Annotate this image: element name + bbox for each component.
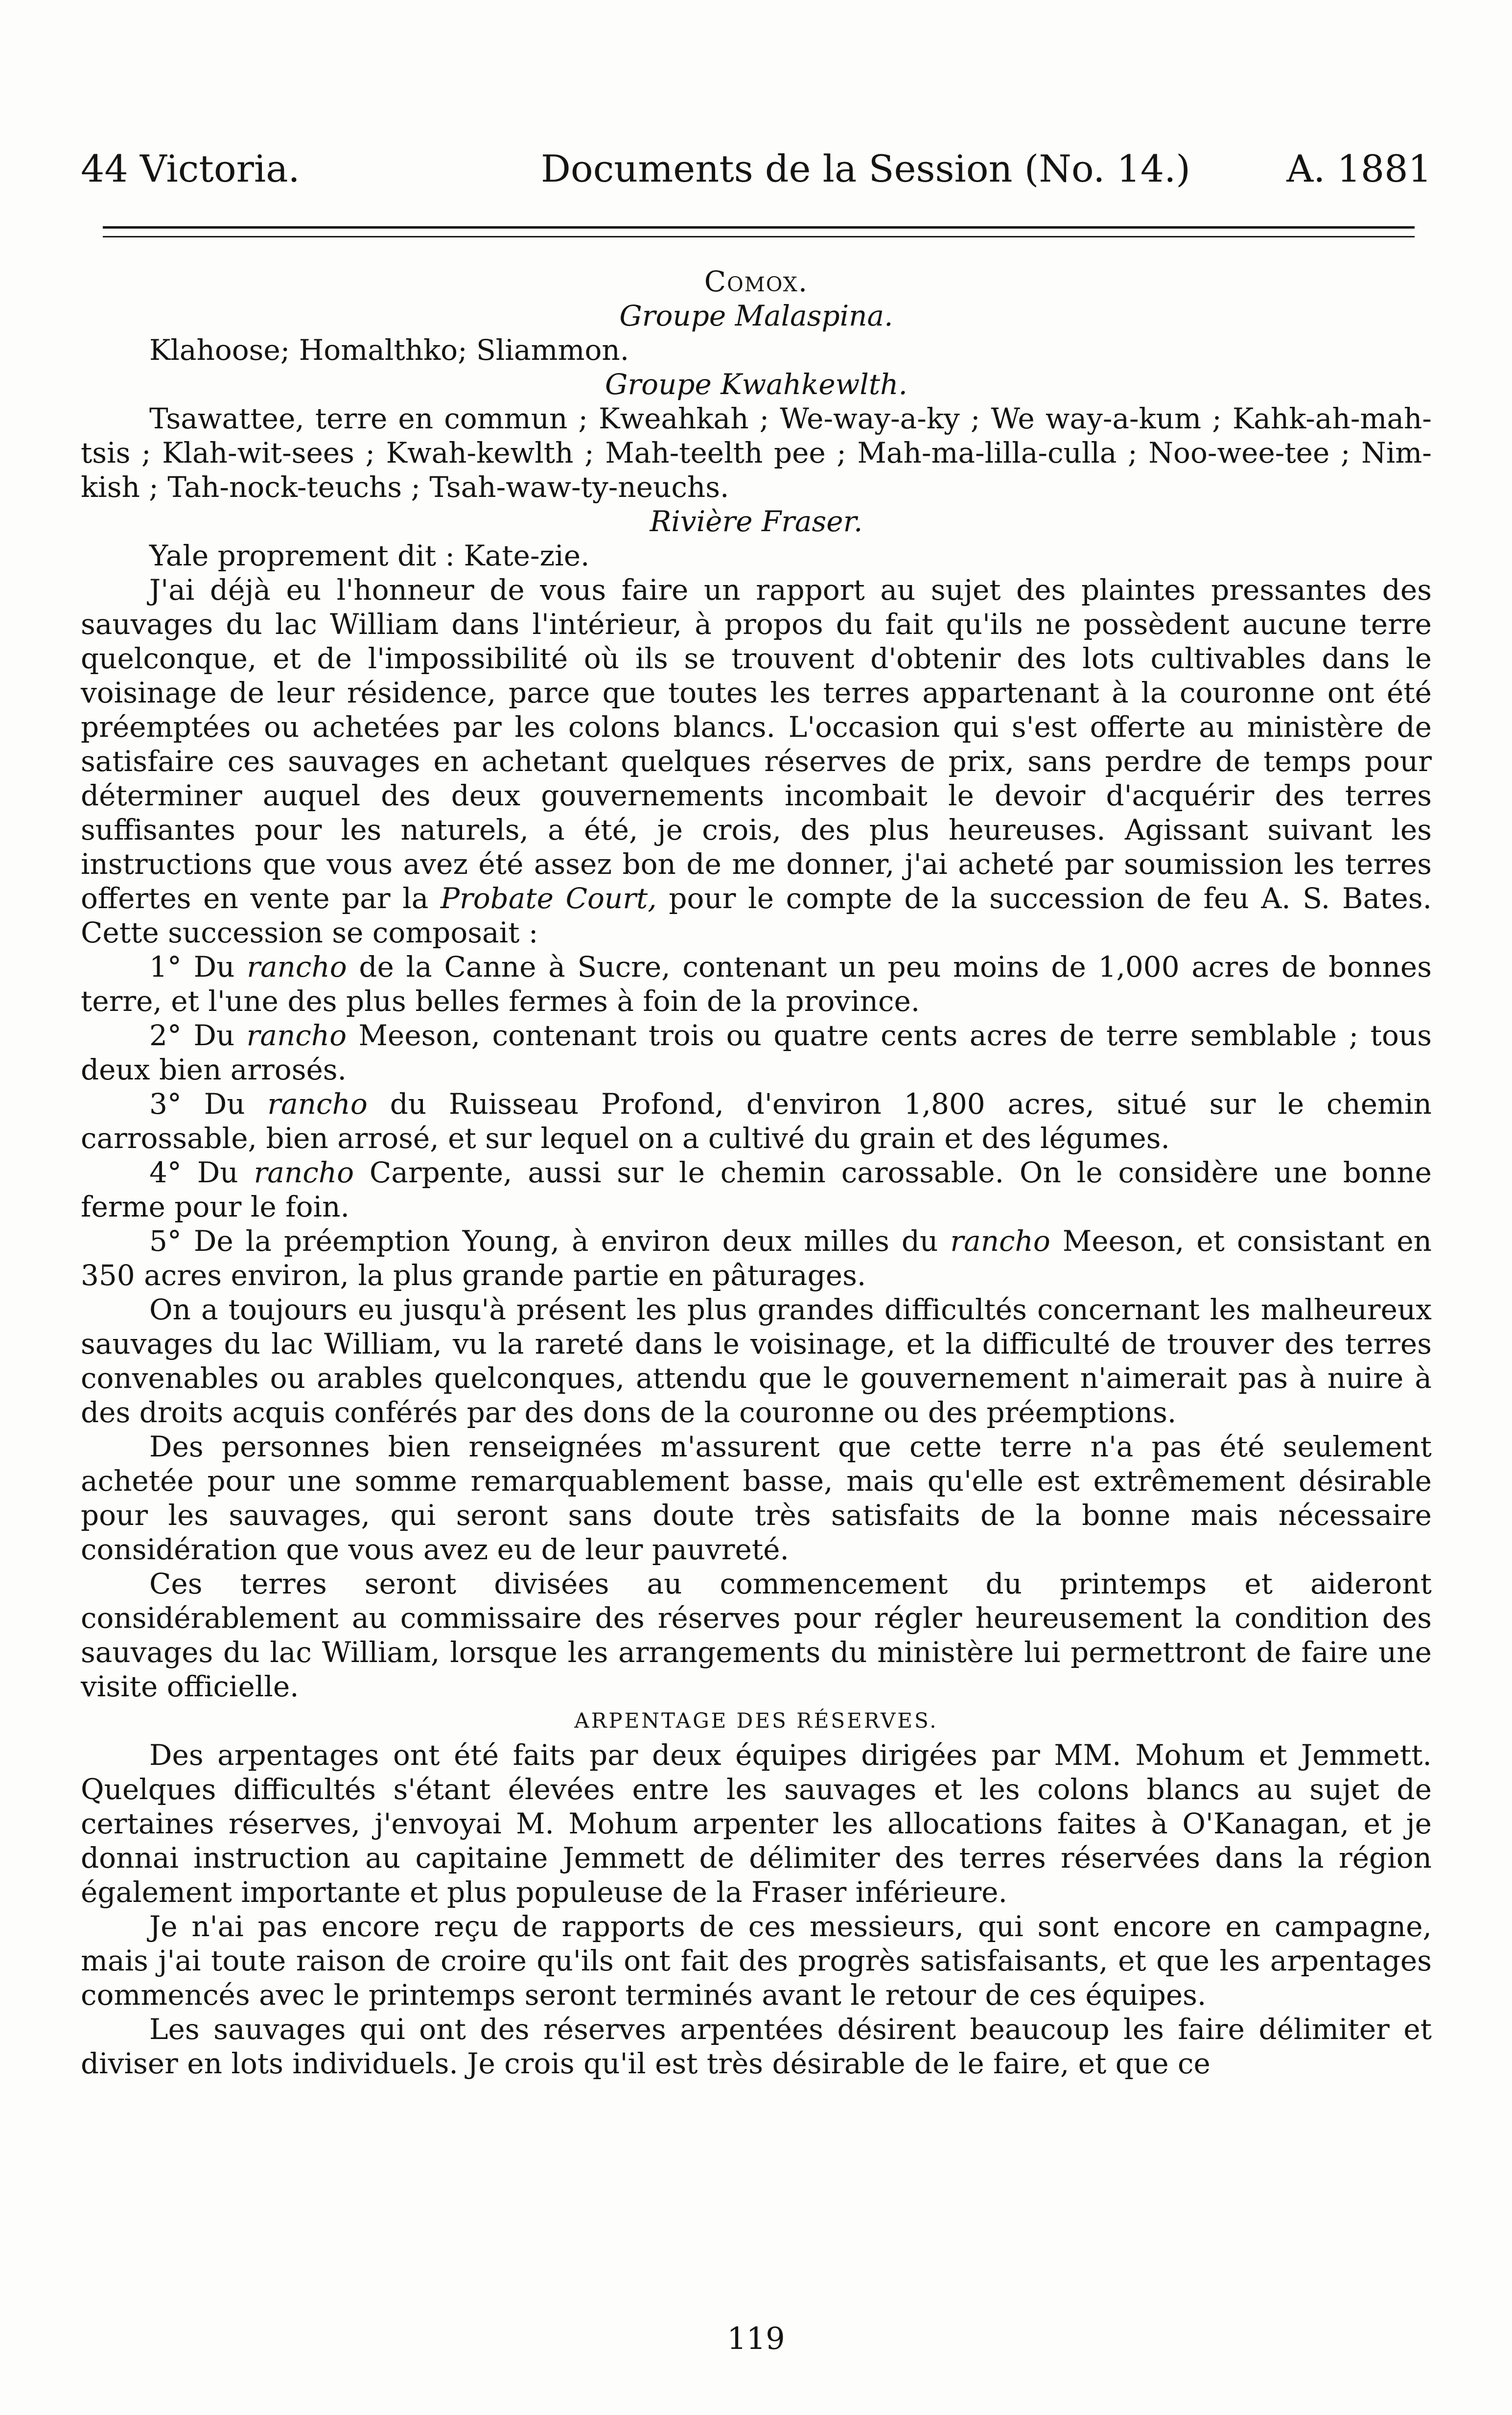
item-number: 1° Du <box>149 950 235 984</box>
list-item-4 <box>81 1155 1432 1224</box>
rancho-term: rancho <box>267 1087 368 1121</box>
rancho-term: rancho <box>247 950 347 984</box>
item-text: Meeson, contenant trois ou quatre cents acres de terre semblable ; tous deux bien arrosés. <box>81 1019 1432 1086</box>
paragraph-personnes: Des personnes bien renseignées m'assurent que cette terre n'a pas été seulement achetée pour une somme remarquablement basse, mais qu'elle est extrêmement désirable pour les sauvages, qui seront sans doute très satisfaits de la bonne mais nécessaire considération que vous avez eu de leur pauvreté. <box>81 1430 1432 1566</box>
item-number: 5° De la préemption Young, à environ deux milles du <box>149 1224 938 1258</box>
paragraph-text: pour le compte de la succession de feu A. S. Bates. Cette succession se composait : <box>81 882 1432 949</box>
item-text: de la Canne à Sucre, contenant un peu moins de 1,000 acres de bonnes terre, et l'une des plus belles fermes à foin de la province. <box>81 950 1432 1018</box>
group-kwahkewlth-tribes: Tsawattee, terre en commun ; Kweahkah ; We-way-a-ky ; We way-a-kum ; Kahk-ah-mah-tsis ; Klah-wit-sees ; Kwah-kewlth ; Mah-teelth pee ; Mah-ma-lilla-culla ; Noo-wee-tee ; Nim-kish ; Tah-nock-teuchs ; Tsah-waw-ty-neuchs. <box>81 402 1432 504</box>
list-item-3 <box>81 1087 1432 1155</box>
rancho-term: rancho <box>246 1019 347 1052</box>
list-item-2 <box>81 1018 1432 1087</box>
page-body <box>81 264 1432 2081</box>
header-right: A. 1881 <box>1286 147 1432 190</box>
list-item-1 <box>81 950 1432 1018</box>
comox-title: Comox. <box>704 265 809 298</box>
header-center: Documents de la Session (No. 14.) <box>541 147 1191 190</box>
paragraph-rapports: Je n'ai pas encore reçu de rapports de ces messieurs, qui sont encore en campagne, mais j'ai toute raison de croire qu'ils ont fait des progrès satisfaisants, et que les arpentages commencés avec le printemps seront terminés avant le retour de ces équipes. <box>81 1910 1432 2012</box>
paragraph-text: J'ai déjà eu l'honneur de vous faire un rapport au sujet des plaintes pressantes des sauvages du lac William dans l'intérieur, à propos du fait qu'ils ne possèdent aucune terre quelconque, et de l'impossibilité où ils se trouvent d'obtenir des lots cultivables dans le voisinage de leur résidence, parce que toutes les terres appartenant à la couronne ont été préemptées ou achetées par les colons blancs. L'occasion qui s'est offerte au ministère de satisfaire ces sauvages en achetant quelques réserves de prix, sans perdre de temps pour déterminer auquel des deux gouvernements incombait le devoir d'acquérir des terres suffisantes pour les naturels, a été, je crois, des plus heureuses. Agissant suivant les instructions que vous avez été assez bon de me donner, j'ai acheté par soumission les terres offertes en vente par la <box>81 573 1432 915</box>
item-text: du Ruisseau Profond, d'environ 1,800 acres, situé sur le chemin carrossable, bien arrosé, et sur lequel on a cultivé du grain et des légumes. <box>81 1087 1432 1155</box>
paragraph-terres-divisees: Ces terres seront divisées au commencement du printemps et aideront considérablement au commissaire des réserves pour régler heureusement la condition des sauvages du lac William, lorsque les arrangements du ministère lui permettront de faire une visite officielle. <box>81 1567 1432 1703</box>
probate-court-text: Probate Court, <box>440 882 657 915</box>
rancho-term: rancho <box>254 1156 354 1189</box>
list-item-5 <box>81 1224 1432 1292</box>
item-text: Carpente, aussi sur le chemin carossable. On le considère une bonne ferme pour le foin. <box>81 1156 1432 1223</box>
paragraph-sauvages-reserves: Les sauvages qui ont des réserves arpentées désirent beaucoup les faire délimiter et diviser en lots individuels. Je crois qu'il est très désirable de le faire, et que ce <box>81 2013 1432 2080</box>
item-number: 3° Du <box>149 1087 245 1121</box>
item-number: 4° Du <box>149 1156 238 1189</box>
group-malaspina-heading: Groupe Malaspina. <box>619 299 893 332</box>
paragraph-arpentages: Des arpentages ont été faits par deux équipes dirigées par MM. Mohum et Jemmett. Quelques difficultés s'étant élevées entre les sauvages et les colons blancs au sujet de certaines réserves, j'envoyai M. Mohum arpenter les allocations faites à O'Kanagan, et je donnai instruction au capitaine Jemmett de délimiter des terres réservées dans la région également importante et plus populeuse de la Fraser inférieure. <box>81 1738 1432 1909</box>
paragraph-lac-william <box>81 573 1432 950</box>
rancho-term: rancho <box>950 1224 1050 1258</box>
header-left: 44 Victoria. <box>81 147 300 190</box>
item-number: 2° Du <box>149 1019 235 1052</box>
fraser-heading: Rivière Fraser. <box>650 505 863 538</box>
header-rule-thin <box>103 236 1415 237</box>
header-rule-thick <box>103 226 1415 229</box>
running-header <box>81 147 1432 201</box>
paragraph-difficultes: On a toujours eu jusqu'à présent les plus grandes difficultés concernant les malheureux sauvages du lac William, vu la rareté dans le voisinage, et la difficulté de trouver des terres convenables ou arables quelconques, attendu que le gouvernement n'aimerait pas à nuire à des droits acquis conférés par des dons de la couronne ou des préemptions. <box>81 1293 1432 1429</box>
item-text: Meeson, et consistant en 350 acres environ, la plus grande partie en pâturages. <box>81 1224 1432 1292</box>
yale-line: Yale proprement dit : Kate-zie. <box>149 539 590 572</box>
group-kwahkewlth-heading: Groupe Kwahkewlth. <box>605 368 907 401</box>
section-heading-arpentage: ARPENTAGE DES RÉSERVES. <box>574 1709 938 1733</box>
page-number: 119 <box>727 2321 785 2356</box>
group-malaspina-tribes: Klahoose; Homalthko; Sliammon. <box>149 333 629 367</box>
